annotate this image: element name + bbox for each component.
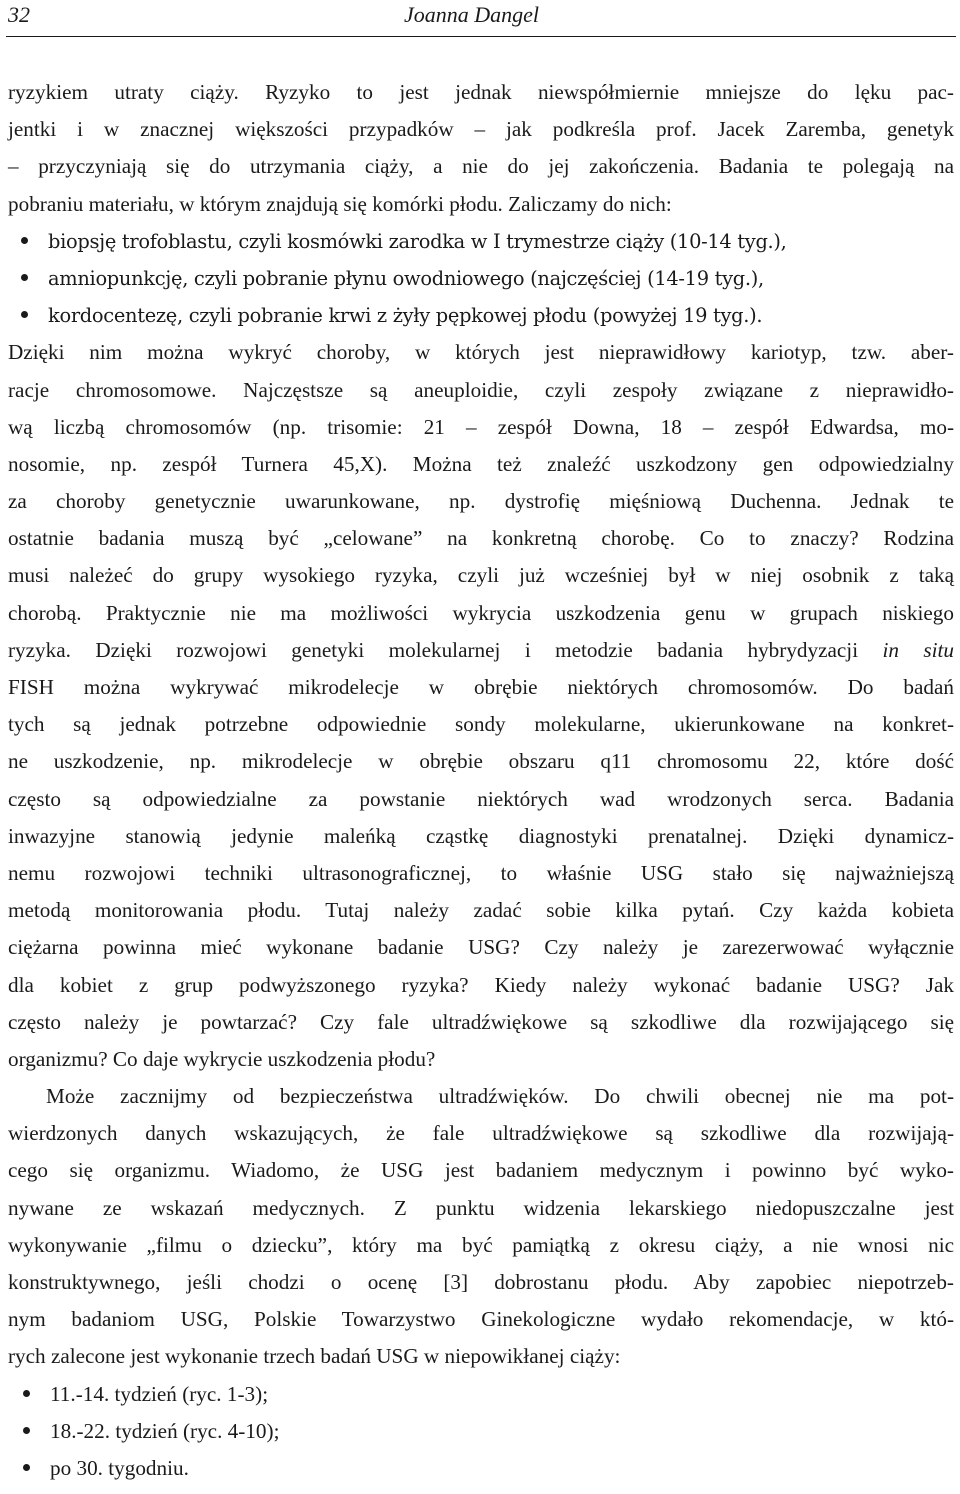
text-line: tych są jednak potrzebne odpowiednie sondy molekularne, ukierunkowane na konkret- xyxy=(8,712,954,737)
text-line: ostatnie badania muszą być „celowane” na konkretną chorobę. Co to znaczy? Rodzina xyxy=(8,526,954,551)
bullet-list-invasive-tests xyxy=(8,223,954,335)
bullet-list-usg-schedule xyxy=(8,1376,954,1488)
page-header xyxy=(0,0,960,40)
running-head: Joanna Dangel xyxy=(404,2,540,27)
text-line: FISH można wykrywać mikrodelecje w obrębie niektórych chromosomów. Do badań xyxy=(8,675,954,699)
text-line: nemu rozwojowi techniki ultrasonograficznej, to właśnie USG stało się najważniejszą xyxy=(8,860,954,885)
paragraph-2 xyxy=(8,334,954,1078)
bullet-icon xyxy=(21,237,28,244)
text-line: ciężarna powinna mieć wykonane badanie USG? Czy należy je zarezerwować wyłącznie xyxy=(8,935,954,960)
list-item-text: po 30. tygodniu. xyxy=(50,1455,189,1480)
list-item xyxy=(8,260,954,297)
list-item-text: 11.-14. tydzień (ryc. 1-3); xyxy=(50,1381,269,1406)
text-line: chorobą. Praktycznie nie ma możliwości wykrycia uszkodzenia genu w grupach niskiego xyxy=(8,600,954,625)
bullet-icon xyxy=(21,311,28,318)
text-line: rych zalecone jest wykonanie trzech badań USG w niepowikłanej ciąży: xyxy=(8,1344,621,1369)
text-line: pobraniu materiału, w którym znajdują się komórki płodu. Zaliczamy do nich: xyxy=(8,191,672,216)
text-line: często są odpowiedzialne za powstanie niektórych wad wrodzonych serca. Badania xyxy=(8,786,954,811)
text-line: nym badaniom USG, Polskie Towarzystwo Ginekologiczne wydało rekomendacje, w któ- xyxy=(8,1307,954,1332)
bullet-icon xyxy=(23,1427,30,1434)
paragraph-3 xyxy=(8,1078,954,1376)
text-line xyxy=(8,632,954,669)
list-item-text: biopsję trofoblastu, czyli kosmówki zarodka w I trymestrze ciąży (10-14 tyg.), xyxy=(48,229,787,253)
bullet-icon xyxy=(23,1464,30,1471)
text-line: Dzięki nim można wykryć choroby, w których jest nieprawidłowy kariotyp, tzw. aber- xyxy=(8,340,954,365)
bullet-icon xyxy=(21,274,28,281)
list-item xyxy=(8,223,954,260)
text-line: wykonywanie „filmu o dziecku”, który ma być pamiątką z okresu ciąży, a nie wnosi nic xyxy=(8,1232,954,1257)
list-item xyxy=(8,1413,954,1450)
header-rule xyxy=(6,36,956,37)
body-text xyxy=(8,74,954,1487)
text-line: cego się organizmu. Wiadomo, że USG jest badaniem medycznym i powinno być wyko- xyxy=(8,1158,954,1183)
text-line: za choroby genetycznie uwarunkowane, np. dystrofię mięśniową Duchenna. Jednak te xyxy=(8,489,954,514)
text-line: ne uszkodzenie, np. mikrodelecje w obrębie obszaru q11 chromosomu 22, które dość xyxy=(8,749,954,774)
text-line: racje chromosomowe. Najczęstsze są aneuploidie, czyli zespoły związane z nieprawidło- xyxy=(8,377,954,402)
text-line: często należy je powtarzać? Czy fale ultradźwiękowe są szkodliwe dla rozwijającego się xyxy=(8,1009,954,1034)
text-line: inwazyjne stanowią jedynie maleńką cząstkę diagnostyki prenatalnej. Dzięki dynamicz- xyxy=(8,823,954,848)
list-item xyxy=(8,1376,954,1413)
text-line: dla kobiet z grup podwyższonego ryzyka? Kiedy należy wykonać badanie USG? Jak xyxy=(8,972,954,997)
text-line: – przyczyniają się do utrzymania ciąży, a nie do jej zakończenia. Badania te polegają na xyxy=(8,154,954,179)
italic-term: in situ xyxy=(882,637,955,662)
text-line: organizmu? Co daje wykrycie uszkodzenia płodu? xyxy=(8,1046,436,1071)
page-number: 32 xyxy=(8,2,30,27)
text-line: ryzykiem utraty ciąży. Ryzyko to jest jednak niewspółmiernie mniejsze do lęku pac- xyxy=(8,80,954,104)
paragraph-1 xyxy=(8,74,954,223)
text-line: nosomie, np. zespół Turnera 45,X). Można też znaleźć uszkodzony gen odpowiedzialny xyxy=(8,451,954,476)
list-item xyxy=(8,1450,954,1487)
text-run: ryzyka. Dzięki rozwojowi genetyki molekularnej i metodzie badania hybrydyzacji xyxy=(8,637,883,662)
list-item-text: 18.-22. tydzień (ryc. 4-10); xyxy=(50,1418,280,1443)
text-line: Może zacznijmy od bezpieczeństwa ultradźwięków. Do chwili obecnej nie ma pot- xyxy=(46,1084,954,1109)
text-line: nywane ze wskazań medycznych. Z punktu widzenia lekarskiego niedopuszczalne jest xyxy=(8,1195,954,1220)
text-line: wą liczbą chromosomów (np. trisomie: 21 – zespół Downa, 18 – zespół Edwardsa, mo- xyxy=(8,414,954,439)
list-item-text: amniopunkcję, czyli pobranie płynu owodniowego (najczęściej (14-19 tyg.), xyxy=(48,266,764,290)
text-line: wierdzonych danych wskazujących, że fale ultradźwiękowe są szkodliwe dla rozwijają- xyxy=(8,1121,954,1146)
text-line: musi należeć do grupy wysokiego ryzyka, czyli już wcześniej był w niej osobnik z taką xyxy=(8,563,954,588)
text-line: konstruktywnego, jeśli chodzi o ocenę [3] dobrostanu płodu. Aby zapobiec niepotrzeb- xyxy=(8,1270,954,1294)
bullet-icon xyxy=(23,1390,30,1397)
list-item-text: kordocentezę, czyli pobranie krwi z żyły pępkowej płodu (powyżej 19 tyg.). xyxy=(48,304,763,328)
text-line: metodą monitorowania płodu. Tutaj należy zadać sobie kilka pytań. Czy każda kobieta xyxy=(8,898,954,923)
list-item xyxy=(8,297,954,334)
text-line: jentki i w znacznej większości przypadków – jak podkreśla prof. Jacek Zaremba, genetyk xyxy=(8,117,954,142)
